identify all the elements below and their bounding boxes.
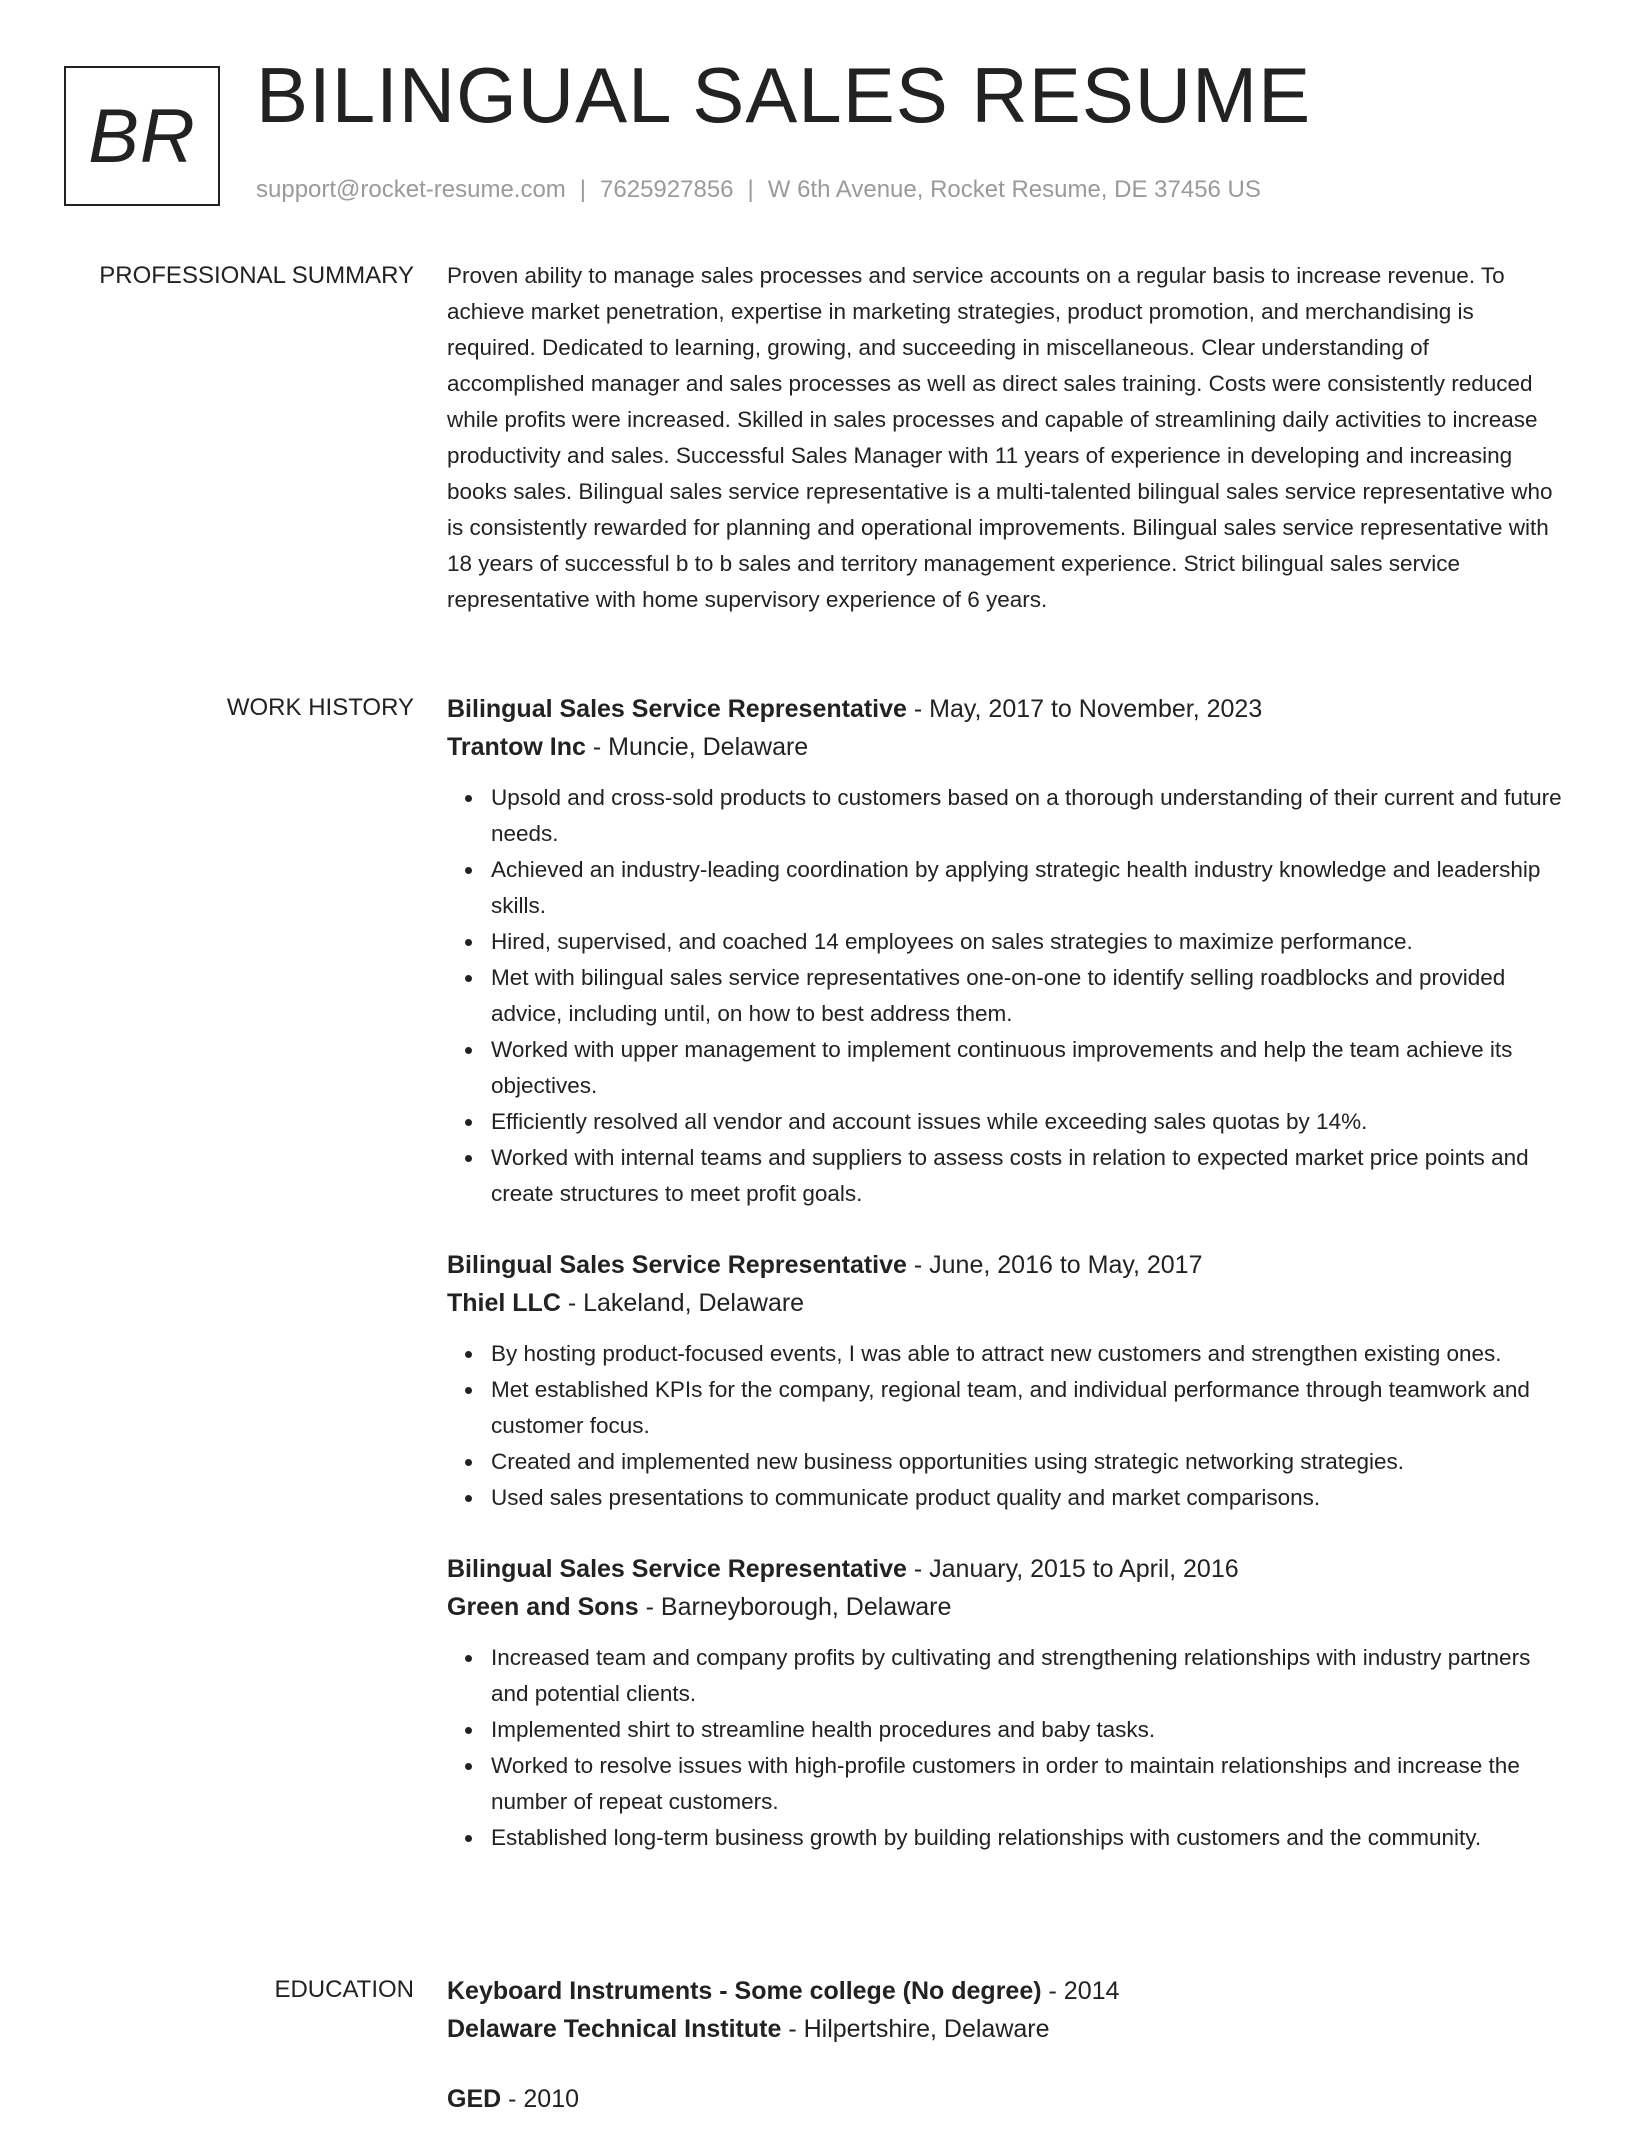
job-location: - Muncie, Delaware <box>585 733 809 761</box>
bullet-item: Established long-term business growth by building relationships with customers and the community. <box>491 1820 1565 1856</box>
monogram-logo: BR <box>64 66 220 206</box>
education-entry <box>447 2080 1565 2118</box>
bullet-item: Efficiently resolved all vendor and account issues while exceeding sales quotas by 14%. <box>491 1104 1565 1140</box>
contact-line <box>256 176 1261 204</box>
summary-body <box>447 258 1565 618</box>
job-entry <box>447 1550 1565 1856</box>
bullet-item: Created and implemented new business opportunities using strategic networking strategies. <box>491 1444 1565 1480</box>
contact-phone: 7625927856 <box>600 176 734 203</box>
job-bullets <box>447 1336 1565 1516</box>
job-dates: - January, 2015 to April, 2016 <box>906 1555 1239 1583</box>
job-bullets <box>447 780 1565 1212</box>
education-school-line <box>447 2010 1565 2048</box>
bullet-item: Upsold and cross-sold products to customers based on a thorough understanding of their current and future needs. <box>491 780 1565 852</box>
job-company: Green and Sons <box>447 1593 639 1621</box>
bullet-item: Achieved an industry-leading coordination by applying strategic health industry knowledge and leadership skills. <box>491 852 1565 924</box>
education-year: - 2014 <box>1041 1977 1120 2005</box>
job-dates: - May, 2017 to November, 2023 <box>906 695 1263 723</box>
education-location: - Hilpertshire, Delaware <box>781 2015 1050 2043</box>
education-school: Delaware Technical Institute <box>447 2015 782 2043</box>
contact-email: support@rocket-resume.com <box>256 176 566 203</box>
work-history-body <box>447 690 1565 1890</box>
education-year: - 2010 <box>501 2085 580 2113</box>
work-history-label: WORK HISTORY <box>226 694 414 721</box>
summary-label: PROFESSIONAL SUMMARY <box>99 262 414 289</box>
bullet-item: Worked with internal teams and suppliers to assess costs in relation to expected market price points and create structures to meet profit goals. <box>491 1140 1565 1212</box>
job-location: - Lakeland, Delaware <box>560 1289 805 1317</box>
job-bullets <box>447 1640 1565 1856</box>
education-entry <box>447 1972 1565 2048</box>
education-body <box>447 1972 1565 2150</box>
contact-address: W 6th Avenue, Rocket Resume, DE 37456 US <box>767 176 1261 203</box>
job-title-line <box>447 1550 1565 1588</box>
bullet-item: Implemented shirt to streamline health procedures and baby tasks. <box>491 1712 1565 1748</box>
job-title: Bilingual Sales Service Representative <box>447 1555 907 1583</box>
bullet-item: Used sales presentations to communicate product quality and market comparisons. <box>491 1480 1565 1516</box>
bullet-item: Hired, supervised, and coached 14 employees on sales strategies to maximize performance. <box>491 924 1565 960</box>
bullet-item: Met with bilingual sales service representatives one-on-one to identify selling roadblocks and provided advice, including until, on how to best address them. <box>491 960 1565 1032</box>
bullet-item: By hosting product-focused events, I was able to attract new customers and strengthen existing ones. <box>491 1336 1565 1372</box>
job-title-line <box>447 1246 1565 1284</box>
job-company-line <box>447 728 1565 766</box>
bullet-item: Met established KPIs for the company, regional team, and individual performance through teamwork and customer focus. <box>491 1372 1565 1444</box>
job-title-line <box>447 690 1565 728</box>
education-degree-line <box>447 2080 1565 2118</box>
job-title: Bilingual Sales Service Representative <box>447 695 907 723</box>
education-label: EDUCATION <box>274 1976 414 2003</box>
job-company-line <box>447 1588 1565 1626</box>
education-degree-line <box>447 1972 1565 2010</box>
bullet-item: Increased team and company profits by cultivating and strengthening relationships with industry partners and potential clients. <box>491 1640 1565 1712</box>
contact-separator: | <box>579 176 587 203</box>
summary-text: Proven ability to manage sales processes and service accounts on a regular basis to increase revenue. To achieve market penetration, expertise in marketing strategies, product promotion, and merchandising is required. Dedicated to learning, growing, and succeeding in miscellaneous. Clear understanding of accomplished manager and sales processes as well as direct sales training. Costs were consistently reduced while profits were increased. Skilled in sales processes and capable of streamlining daily activities to increase productivity and sales. Successful Sales Manager with 11 years of experience in developing and increasing books sales. Bilingual sales service representative is a multi-talented bilingual sales service representative who is consistently rewarded for planning and operational improvements. Bilingual sales service representative with 18 years of successful b to b sales and territory management experience. Strict bilingual sales service representative with home supervisory experience of 6 years. <box>447 263 1553 612</box>
education-degree: GED <box>447 2085 502 2113</box>
job-entry <box>447 690 1565 1212</box>
bullet-item: Worked to resolve issues with high-profile customers in order to maintain relationships and increase the number of repeat customers. <box>491 1748 1565 1820</box>
bullet-item: Worked with upper management to implement continuous improvements and help the team achieve its objectives. <box>491 1032 1565 1104</box>
job-entry <box>447 1246 1565 1516</box>
job-company: Thiel LLC <box>447 1289 561 1317</box>
contact-separator: | <box>747 176 754 203</box>
job-company: Trantow Inc <box>447 733 586 761</box>
job-company-line <box>447 1284 1565 1322</box>
job-dates: - June, 2016 to May, 2017 <box>906 1251 1203 1279</box>
resume-title: BILINGUAL SALES RESUME <box>256 51 1312 139</box>
education-degree: Keyboard Instruments - Some college (No degree) <box>447 1977 1042 2005</box>
job-title: Bilingual Sales Service Representative <box>447 1251 907 1279</box>
job-location: - Barneyborough, Delaware <box>638 1593 952 1621</box>
